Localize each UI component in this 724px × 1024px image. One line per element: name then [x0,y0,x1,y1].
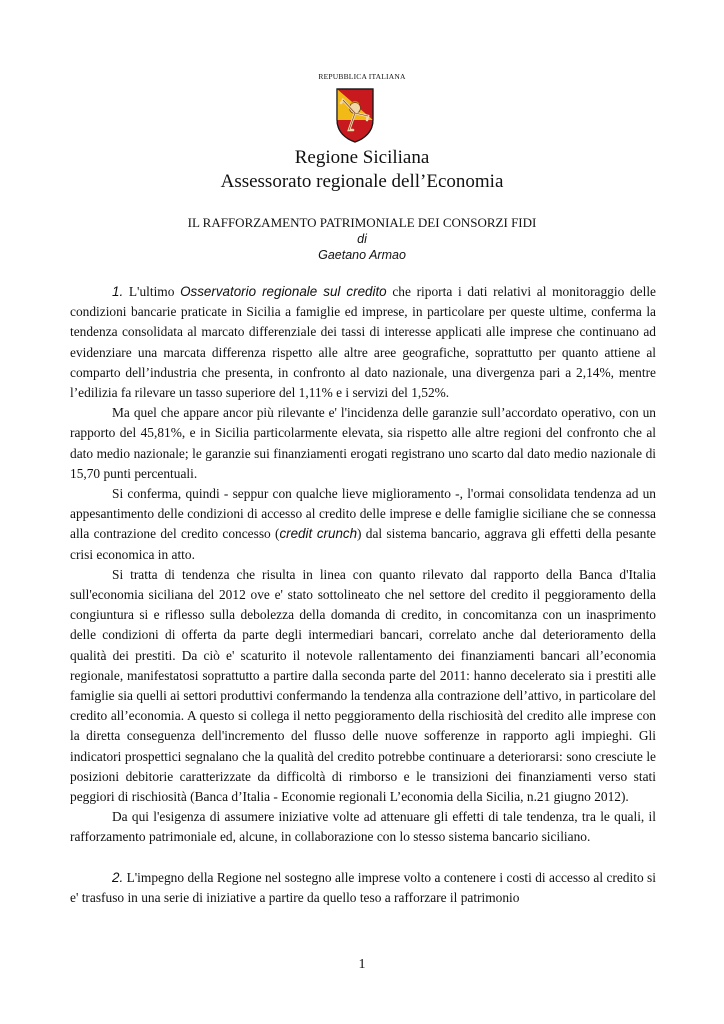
paragraph-1 [70,282,656,403]
paragraph-4: Si tratta di tendenza che risulta in linea con quanto rilevato dal rapporto della Banca d'Italia sull'economia siciliana del 2012 ove e' stato sottolineato che nel settore del credito il peggioramento della congiuntura si e riflesso sulla debolezza della domanda di credito, in concomitanza con un inasprimento delle condizioni di offerta da parte degli intermediari bancari, correlato anche dal deterioramento della qualità dei prestiti. Da ciò e' scaturito il notevole rallentamento dei finanziamenti bancari all’economia regionale, manifestatosi soprattutto a partire dalla seconda parte del 2011: hanno decelerato sia i prestiti alle famiglie sia quelli ai settori produttivi confermando la tendenza alla contrazione dell’attivo, in particolare del credito all’economia. A questo si collega il netto peggioramento della rischiosità del credito alle imprese con la diretta conseguenza dell'incremento del flusso delle nuove sofferenze in rapporto agli impieghi. Gli indicatori prospettici segnalano che la qualità del credito potrebbe continuare a deteriorarsi: sono cresciute le posizioni debitorie caratterizzate da difficoltà di rimborso e le transizioni dei finanziamenti verso stati peggiori di rischiosità (Banca d’Italia - Economie regionali L’economia della Sicilia, n.21 giugno 2012). [70,566,656,805]
country-header: REPUBBLICA ITALIANA [318,72,406,81]
section-number: 2. [112,869,124,885]
paragraph-2: Ma quel che appare ancor più rilevante e' l'incidenza delle garanzie sull’accordato operativo, con un rapporto del 45,81%, e in Sicilia particolarmente elevata, sia rispetto alle altre regioni del confronto che al dato medio nazionale; le garanzie sui finanziamenti erogati registrano uno scarto dal dato medio nazionale di 15,70 punti percentuali. [70,405,656,481]
paragraph-5: Da qui l'esigenza di assumere iniziative volte ad attenuare gli effetti di tale tendenza, tra le quali, il rafforzamento patrimoniale ed, alcune, in collaborazione con lo stesso sistema bancario siciliano. [70,809,656,845]
paragraph-text: Si conferma, quindi - seppur con qualche lieve miglioramento -, l'ormai consolidata tendenza ad un appesantimento delle condizioni di accesso al credito delle imprese e delle famiglie siciliane che se connessa alla contrazione del credito concesso ( [70,486,656,542]
article-title: IL RAFFORZAMENTO PATRIMONIALE DEI CONSORZI FIDI [187,215,537,230]
article-by: di [357,232,367,246]
trinacria-emblem-icon [334,86,376,144]
article-body [70,282,656,908]
department-name: Assessorato regionale dell’Economia [220,171,504,192]
article-author: Gaetano Armao [318,248,406,262]
region-name: Regione Siciliana [294,147,430,168]
paragraph-text: ) dal sistema bancario, aggrava gli effetti della pesante crisi economica in atto. [70,526,656,562]
emphasis-term: credit crunch [279,526,358,542]
section-number: 1. [112,284,124,299]
paragraph-text: L'ultimo [123,284,181,299]
paragraph-6 [70,868,656,908]
page-number: 1 [358,957,366,972]
paragraph-3 [70,484,656,565]
paragraph-text: L'impegno della Regione nel sostegno alle imprese volto a contenere i costi di accesso al credito si e' trasfuso in una serie di iniziative a partire da quello teso a rafforzare il patrimonio [70,869,656,905]
paragraph-text: che riporta i dati relativi al monitoraggio delle condizioni bancarie praticate in Sicilia a famiglie ed imprese, in particolare per queste ultime, conferma la tendenza consolidata al marcato differenziale dei tassi di interesse applicati alle imprese che continuano ad evidenziare una marcata differenza rispetto alle altre aree geografiche, soprattutto per quanto attiene al comparto dell’industria che presenta, in confronto al dato nazionale, una divergenza pari a 2,14%, mentre l’edilizia fa rilevare un tasso superiore del 1,11% e i servizi del 1,52%. [70,284,656,401]
emphasis-term: Osservatorio regionale sul credito [180,284,387,299]
